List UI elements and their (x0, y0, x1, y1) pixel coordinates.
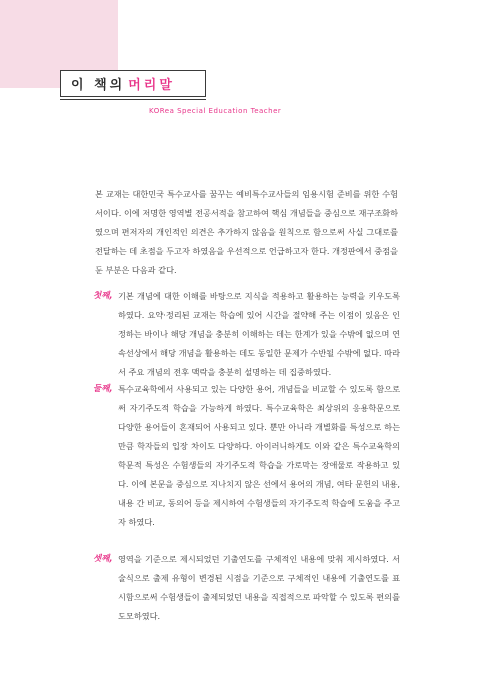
title-pink-text: 머리말 (128, 78, 175, 93)
list-item-second (93, 380, 400, 532)
list-item-first (93, 287, 400, 382)
intro-paragraph: 본 교재는 대한민국 특수교사를 꿈꾸는 예비특수교사들의 임용시험 준비를 위한 수험서이다. 이에 저명한 영역별 전공서적을 참고하여 핵심 개념들을 중심으로 재구조화하였으며 편저자의 개인적인 의견은 추가하지 않음을 원칙으로 함으로써 사실 그대로를 전달하는 데 초점을 두고자 하였음을 우선적으로 언급하고자 한다. 개정판에서 중점을 둔 부분은 다음과 같다. (95, 189, 398, 275)
list-item-text: 특수교육학에서 사용되고 있는 다양한 용어, 개념들을 비교할 수 있도록 함으로써 자기주도적 학습을 가능하게 하였다. 특수교육학은 최상위의 응용학문으로 다양한 용어들이 혼재되어 사용되고 있다. 뿐만 아니라 개별화를 특성으로 하는 만큼 학자들의 입장 차이도 다양하다. 아이러니하게도 이와 같은 특수교육학의 학문적 특성은 수험생들의 자기주도적 학습을 가로막는 장애물로 작용하고 있다. 이에 본문을 중심으로 지나치지 않은 선에서 용어의 개념, 여타 문헌의 내용, 내용 간 비교, 동의어 등을 제시하여 수험생들의 자기주도적 학습에 도움을 주고자 하였다. (118, 384, 400, 527)
list-item-text: 영역을 기준으로 제시되었던 기출연도를 구체적인 내용에 맞춰 제시하였다. 서술식으로 출제 유형이 변경된 시점을 기준으로 구체적인 내용에 기출연도를 표시함으로써 수험생들이 출제되었던 내용을 직접적으로 파악할 수 있도록 편의를 도모하였다. (118, 554, 400, 621)
list-marker: 셋째, (93, 554, 113, 564)
list-item-third (93, 550, 400, 626)
subtitle: KORea Special Education Teacher (149, 107, 282, 115)
list-marker: 둘째, (93, 384, 113, 394)
title-dark-text: 이 책의 (71, 78, 126, 93)
page-title (60, 70, 206, 97)
list-marker: 첫째, (93, 291, 113, 301)
list-item-text: 기본 개념에 대한 이해를 바탕으로 지식을 적용하고 활용하는 능력을 키우도록 하였다. 요약·정리된 교재는 학습에 있어 시간을 절약해 주는 이점이 있음은 인정하는 바이나 해당 개념을 충분히 이해하는 데는 한계가 있을 수밖에 없으며 연속선상에서 해당 개념을 활용하는 데도 동일한 문제가 수반될 수밖에 없다. 따라서 주요 개념의 전후 맥락을 충분히 설명하는 데 집중하였다. (118, 291, 400, 377)
title-underline (60, 99, 206, 100)
